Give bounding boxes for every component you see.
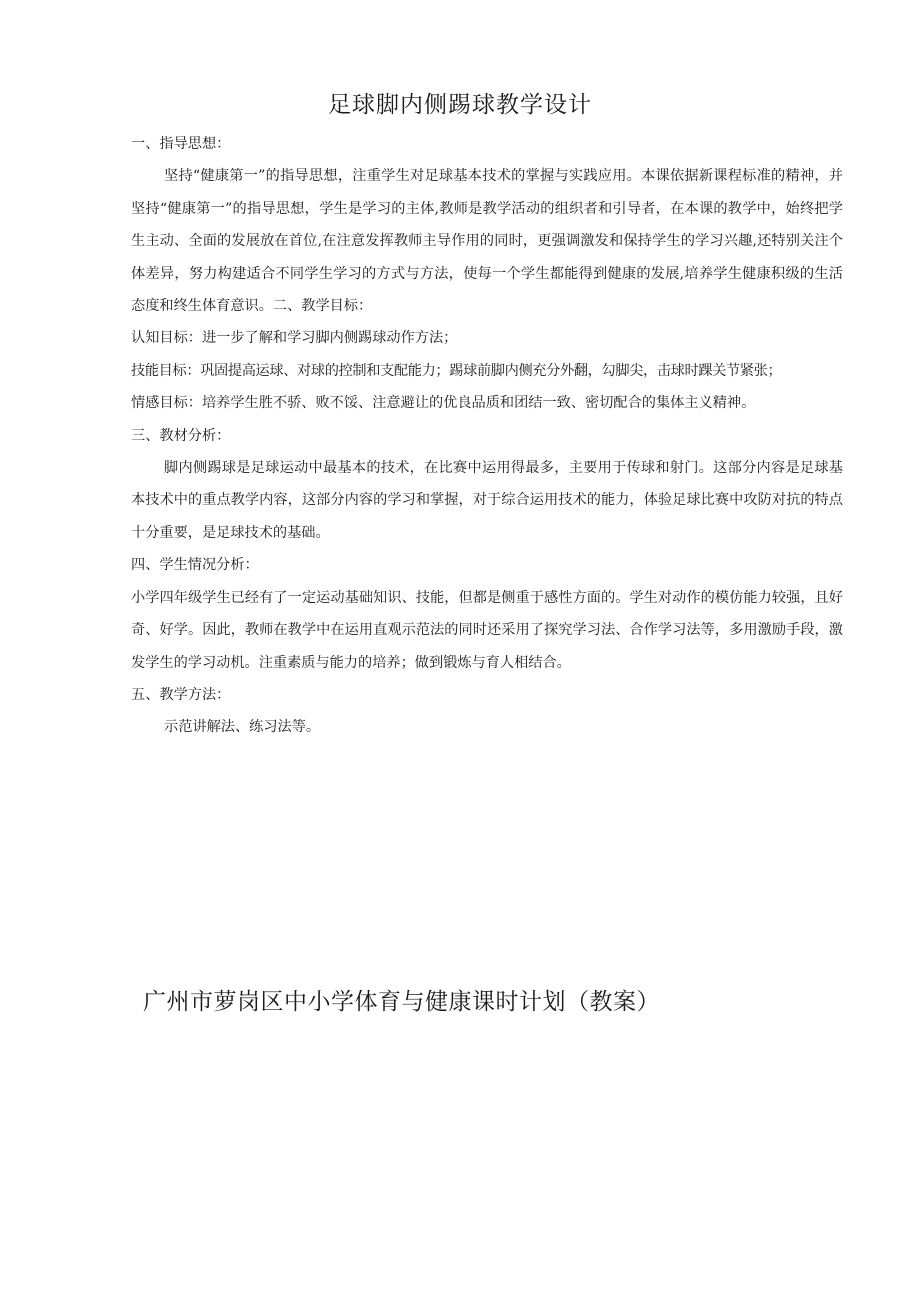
lesson-plan-title: 广州市萝岗区中小学体育与健康课时计划（教案）	[143, 989, 660, 1015]
section-heading-material-analysis: 三、教材分析：	[131, 427, 231, 444]
document-body	[131, 128, 843, 744]
goal-skill: 技能目标：巩固提高运球、对球的控制和支配能力；踢球前脚内侧充分外翻，勾脚尖，击球时踝关节紧张；	[131, 362, 782, 379]
section-heading-guiding-ideology: 一、指导思想：	[131, 136, 231, 152]
section-heading-student-analysis: 四、学生情况分析：	[131, 557, 259, 574]
paragraph-student-analysis: 小学四年级学生已经有了一定运动基础知识、技能，但都是侧重于感性方面的。学生对动作的模仿能力较强，且好奇、好学。因此，教师在教学中在运用直观示范法的同时还采用了探究学习法、合作学习法等，多用激励手段，激发学生的学习动机。注重素质与能力的培养；做到锻炼与育人相结合。	[131, 589, 843, 671]
goal-cognitive: 认知目标：进一步了解和学习脚内侧踢球动作方法；	[131, 330, 458, 347]
goal-emotion: 情感目标：培养学生胜不骄、败不馁、注意避让的优良品质和团结一致、密切配合的集体主义精神。	[131, 395, 756, 412]
paragraph-teaching-methods: 示范讲解法、练习法等。	[164, 719, 321, 736]
paragraph-guiding-ideology: 坚持“健康第一”的指导思想，注重学生对足球基本技术的掌握与实践应用。本课依据新课程标准的精神，并坚持“健康第一”的指导思想，学生是学习的主体,教师是教学活动的组织者和引导者，在本课的教学中，始终把学生主动、全面的发展放在首位,在注意发挥教师主导作用的同时，更强调激发和保持学生的学习兴趣,还特别关注个体差异，努力构建适合不同学生学习的方式与方法，使每一个学生都能得到健康的发展,培养学生健康积级的生活态度和终生体育意识。二、教学目标：	[131, 168, 843, 315]
section-heading-teaching-methods: 五、教学方法：	[131, 686, 231, 703]
paragraph-material-analysis: 脚内侧踢球是足球运动中最基本的技术，在比赛中运用得最多，主要用于传球和射门。这部分内容是足球基本技术中的重点教学内容，这部分内容的学习和掌握，对于综合运用技术的能力，体验足球比赛中攻防对抗的特点十分重要，是足球技术的基础。	[131, 460, 843, 541]
document-title: 足球脚内侧踢球教学设计	[328, 92, 592, 118]
